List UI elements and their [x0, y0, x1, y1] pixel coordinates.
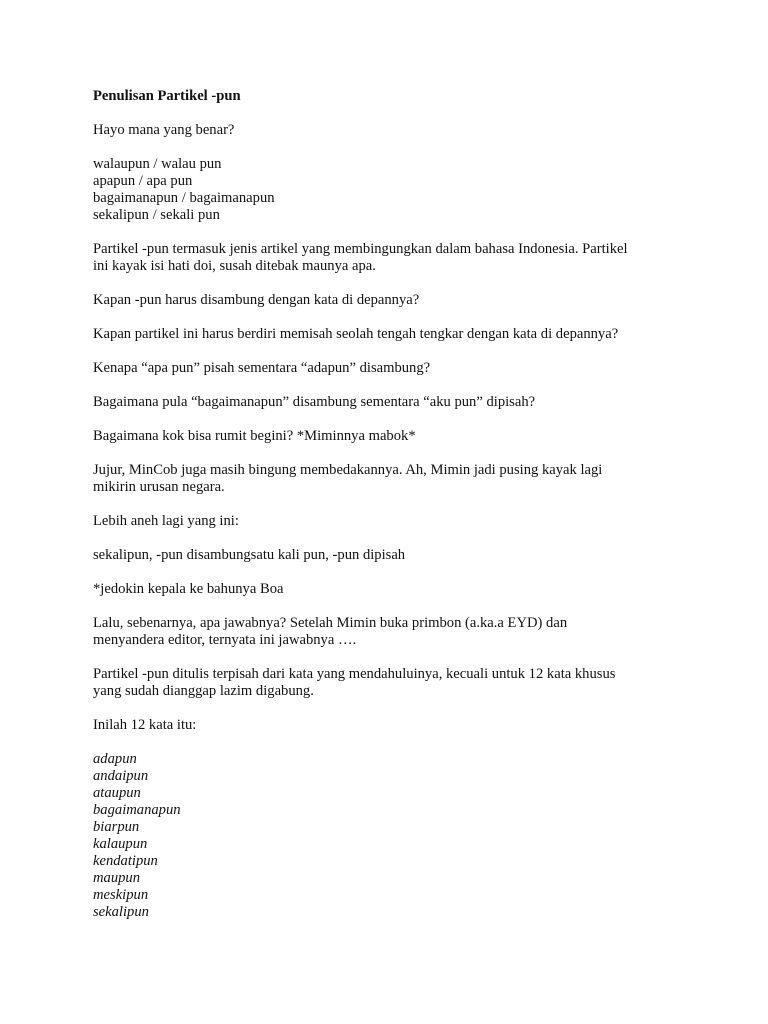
aneh-paragraph: Lebih aneh lagi yang ini:	[93, 513, 239, 529]
list-item: ataupun	[93, 785, 141, 801]
list-item: andaipun	[93, 768, 149, 784]
lalu-paragraph	[93, 615, 693, 649]
paragraph-line: Lalu, sebenarnya, apa jawabnya? Setelah Mimin buka primbon (a.ka.a EYD) dan	[93, 615, 568, 631]
options-list	[93, 156, 693, 224]
paragraph-line: Partikel -pun ditulis terpisah dari kata yang mendahuluinya, kecuali untuk 12 kata khusus	[93, 666, 616, 682]
option-line: apapun / apa pun	[93, 173, 193, 189]
option-line: walaupun / walau pun	[93, 156, 222, 172]
option-line: bagaimanapun / bagaimanapun	[93, 190, 275, 206]
list-item: kalaupun	[93, 836, 148, 852]
list-item: sekalipun	[93, 904, 149, 920]
paragraph-line: ini kayak isi hati doi, susah ditebak maunya apa.	[93, 258, 376, 274]
document-body	[93, 88, 693, 921]
paragraph-line: Jujur, MinCob juga masih bingung membedakannya. Ah, Mimin jadi pusing kayak lagi	[93, 462, 603, 478]
paragraph-line: yang sudah dianggap lazim digabung.	[93, 683, 314, 699]
sekalipun-paragraph: sekalipun, -pun disambungsatu kali pun, -pun dipisah	[93, 547, 406, 563]
question-text: Hayo mana yang benar?	[93, 122, 235, 138]
inilah-paragraph: Inilah 12 kata itu:	[93, 717, 197, 733]
list-item: adapun	[93, 751, 137, 767]
list-item: biarpun	[93, 819, 140, 835]
list-item: kendatipun	[93, 853, 158, 869]
word-list	[93, 751, 693, 921]
paragraph-line: Partikel -pun termasuk jenis artikel yang membingungkan dalam bahasa Indonesia. Partikel	[93, 241, 628, 257]
list-item: maupun	[93, 870, 141, 886]
question-paragraph-1: Kapan -pun harus disambung dengan kata di depannya?	[93, 292, 420, 308]
question-paragraph-5: Bagaimana kok bisa rumit begini? *Miminnya mabok*	[93, 428, 416, 444]
paragraph-line: mikirin urusan negara.	[93, 479, 225, 495]
paragraph-line: menyandera editor, ternyata ini jawabnya ….	[93, 632, 357, 648]
jujur-paragraph	[93, 462, 693, 496]
list-item: bagaimanapun	[93, 802, 181, 818]
list-item: meskipun	[93, 887, 149, 903]
page-title: Penulisan Partikel -pun	[93, 88, 241, 104]
question-paragraph-4: Bagaimana pula “bagaimanapun” disambung sementara “aku pun” dipisah?	[93, 394, 536, 410]
option-line: sekalipun / sekali pun	[93, 207, 220, 223]
rule-paragraph	[93, 666, 693, 700]
question-paragraph-2: Kapan partikel ini harus berdiri memisah seolah tengah tengkar dengan kata di depannya?	[93, 326, 619, 342]
intro-paragraph	[93, 241, 693, 275]
question-paragraph-3: Kenapa “apa pun” pisah sementara “adapun” disambung?	[93, 360, 431, 376]
jedokin-paragraph: *jedokin kepala ke bahunya Boa	[93, 581, 284, 597]
